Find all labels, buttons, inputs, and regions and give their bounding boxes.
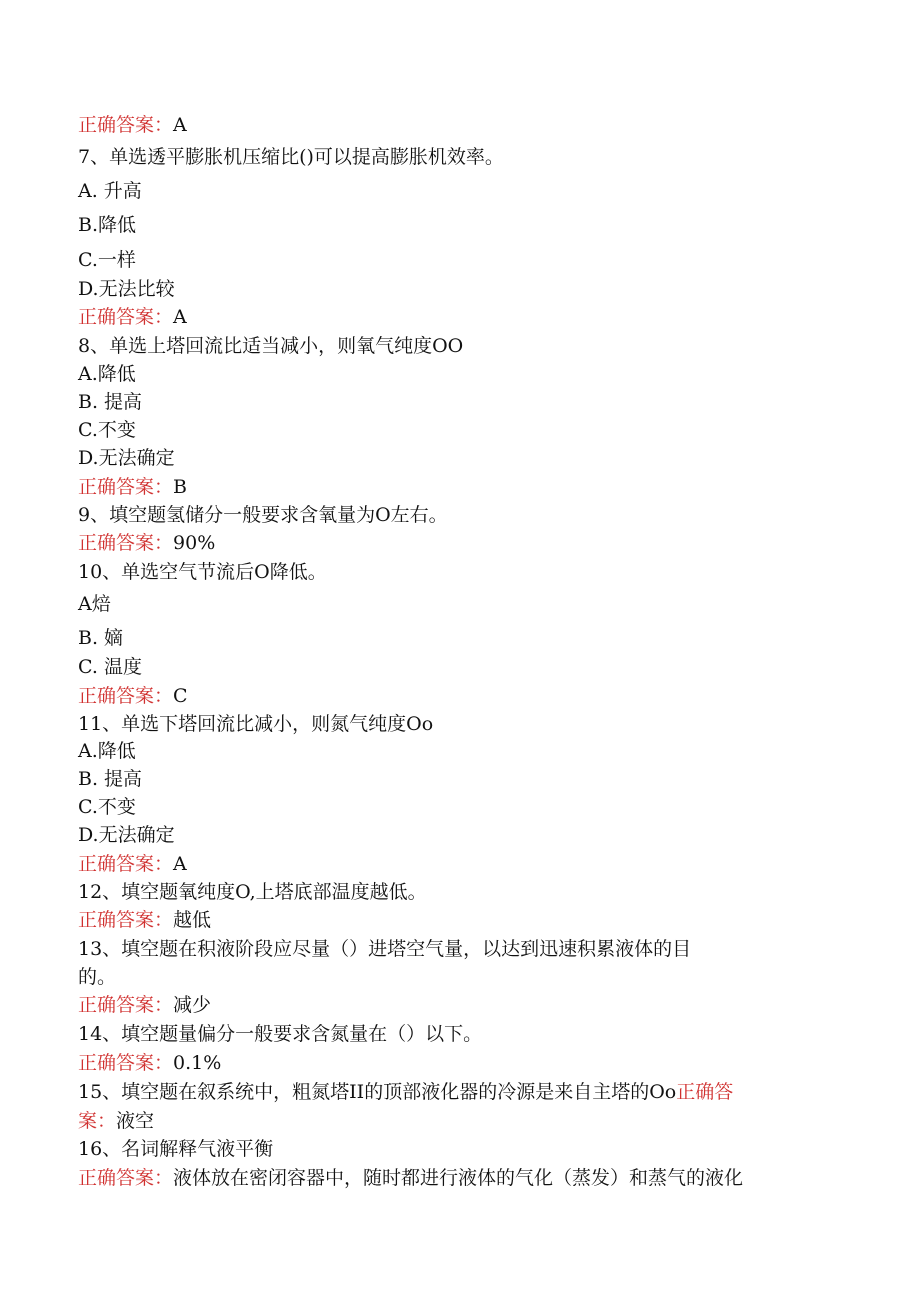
answer-value: A — [173, 853, 187, 875]
question-7: 7、单选透平膨胀机压缩比()可以提高膨胀机效率。 — [78, 146, 504, 168]
answer-value: A — [173, 114, 187, 136]
answer-label: 正确答案： — [78, 994, 174, 1016]
answer-label: 正确答案： — [78, 306, 174, 328]
question-15 — [78, 1080, 733, 1104]
option-line: D.无法确定 — [78, 447, 175, 469]
answer-value: B — [173, 476, 187, 498]
answer-line — [78, 684, 188, 708]
option-line: C.不变 — [78, 796, 136, 818]
answer-value: 液空 — [116, 1110, 155, 1132]
option-line: D.无法确定 — [78, 824, 175, 846]
option-line: C.不变 — [78, 419, 136, 441]
question-16: 16、名词解释气液平衡 — [78, 1138, 274, 1160]
answer-line — [78, 305, 187, 329]
answer-line — [78, 475, 187, 499]
option-line: B.降低 — [78, 214, 137, 236]
option-line: B. 提高 — [78, 768, 143, 790]
answer-value: C — [173, 685, 188, 707]
answer-line — [78, 1166, 743, 1190]
question-15-text: 15、填空题在叙系统中，粗氮塔II的顶部液化器的冷源是来自主塔的Oo — [78, 1081, 677, 1103]
question-13: 13、填空题在积液阶段应尽量（）进塔空气量，以达到迅速积累液体的目 — [78, 938, 692, 960]
answer-value: 0.1% — [173, 1052, 222, 1074]
option-line: C.一样 — [78, 249, 136, 271]
question-12: 12、填空题氧纯度O,上塔底部温度越低。 — [78, 881, 427, 903]
question-8: 8、单选上塔回流比适当减小，则氧气纯度OO — [78, 335, 464, 357]
question-13-cont: 的。 — [78, 966, 117, 988]
answer-label: 正确答案： — [78, 476, 174, 498]
answer-label: 正确答案： — [78, 853, 174, 875]
answer-line — [78, 908, 211, 932]
option-line: C. 温度 — [78, 656, 142, 678]
question-9: 9、填空题氢储分一般要求含氧量为O左右。 — [78, 504, 448, 526]
option-line: B. 提高 — [78, 391, 143, 413]
option-line: A. 升高 — [78, 180, 142, 202]
answer-line — [78, 993, 211, 1017]
answer-label-split: 正确答 — [676, 1081, 734, 1103]
answer-label: 正确答案： — [78, 1052, 174, 1074]
option-line: D.无法比较 — [78, 278, 175, 300]
answer-line — [78, 531, 215, 555]
answer-value: 90% — [173, 532, 216, 554]
answer-line — [78, 1109, 154, 1133]
question-11: 11、单选下塔回流比减小，则氮气纯度Oo — [78, 713, 434, 735]
answer-value: 液体放在密闭容器中，随时都进行液体的气化（蒸发）和蒸气的液化 — [173, 1167, 744, 1189]
answer-label: 正确答案： — [78, 1167, 174, 1189]
answer-value: 越低 — [173, 909, 212, 931]
answer-label-split: 案： — [78, 1110, 117, 1132]
answer-label: 正确答案： — [78, 909, 174, 931]
answer-label: 正确答案： — [78, 685, 174, 707]
answer-line — [78, 113, 187, 137]
question-14: 14、填空题量偏分一般要求含氮量在（）以下。 — [78, 1023, 483, 1045]
option-line: A.降低 — [78, 363, 136, 385]
answer-label: 正确答案： — [78, 114, 174, 136]
answer-label: 正确答案： — [78, 532, 174, 554]
answer-value: 减少 — [173, 994, 212, 1016]
option-line: B. 嫡 — [78, 627, 124, 649]
answer-line — [78, 852, 187, 876]
option-line: A.降低 — [78, 740, 136, 762]
answer-line — [78, 1051, 221, 1075]
question-10: 10、单选空气节流后O降低。 — [78, 561, 327, 583]
answer-value: A — [173, 306, 187, 328]
option-line: A焙 — [78, 593, 111, 615]
